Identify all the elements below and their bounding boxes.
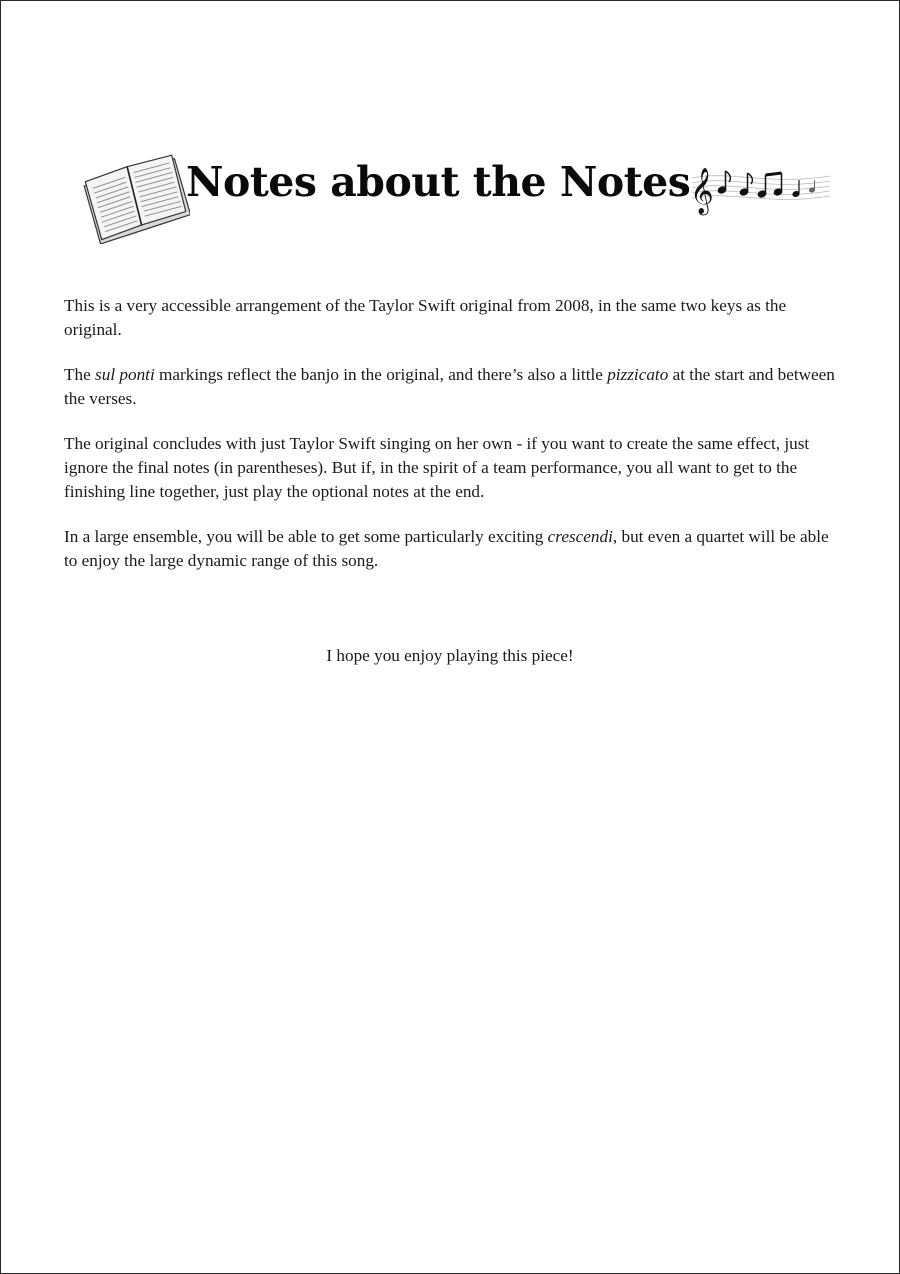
- closing-line: I hope you enjoy playing this piece!: [326, 646, 574, 665]
- svg-text:𝄞: 𝄞: [690, 168, 714, 214]
- paragraph-2: The sul ponti markings reflect the banjo in the original, and there’s also a little pizzicato at the start and between the verses.: [64, 365, 835, 408]
- paragraph-4: In a large ensemble, you will be able to get some particularly exciting crescendi, but even a quartet will be able to enjoy the large dynamic range of this song.: [64, 527, 829, 570]
- header: [70, 148, 840, 248]
- notes-body: [64, 294, 836, 594]
- open-book-icon: [78, 154, 190, 244]
- page-title: Notes about the Notes: [186, 158, 691, 206]
- music-notes-icon: [688, 156, 834, 216]
- paragraph-1: This is a very accessible arrangement of the Taylor Swift original from 2008, in the same two keys as the original.: [64, 296, 787, 339]
- paragraph-3: The original concludes with just Taylor Swift singing on her own - if you want to create the same effect, just ignore the final notes (in parentheses). But if, in the spirit of a team performance, you all want to get to the finishing line together, just play the optional notes at the end.: [64, 434, 810, 501]
